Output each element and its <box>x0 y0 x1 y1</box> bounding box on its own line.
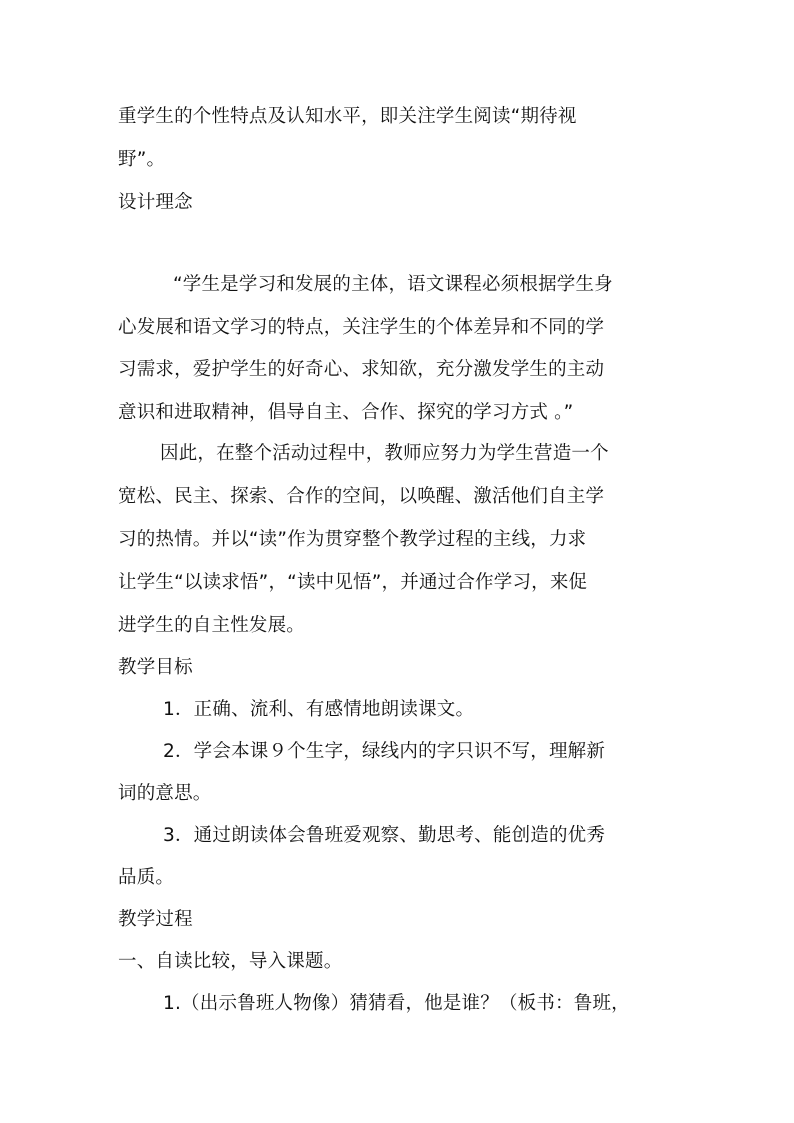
subsection-heading: 一、自读比较，导入课题。 <box>118 951 343 972</box>
list-item: 1．正确、流利、有感情地朗读课文。 <box>163 699 475 720</box>
list-item: 1.（出示鲁班人物像）猜猜看，他是谁？（板书：鲁班， <box>163 993 630 1014</box>
paragraph-line: 心发展和语文学习的特点，关注学生的个体差异和不同的学 <box>118 317 605 338</box>
paragraph-line: 进学生的自主性发展。 <box>118 615 306 636</box>
paragraph-line: 意识和进取精神，倡导自主、合作、探究的学习方式 。” <box>118 402 574 423</box>
section-heading-teaching-goals: 教学目标 <box>118 657 193 678</box>
paragraph-line: 宽松、民主、探索、合作的空间，以唤醒、激活他们自主学 <box>118 486 605 507</box>
paragraph-line: 野”。 <box>118 149 166 170</box>
paragraph-line: 因此，在整个活动过程中，教师应努力为学生营造一个 <box>160 443 609 464</box>
section-heading-design-concept: 设计理念 <box>118 192 193 213</box>
list-item-continuation: 词的意思。 <box>118 783 212 804</box>
list-item: 3．通过朗读体会鲁班爱观察、勤思考、能创造的优秀 <box>163 825 606 846</box>
list-item: 2．学会本课９个生字，绿线内的字只识不写，理解新 <box>163 741 606 762</box>
paragraph-line: 重学生的个性特点及认知水平，即关注学生阅读“期待视 <box>118 106 577 127</box>
paragraph-line: 习需求，爱护学生的好奇心、求知欲，充分激发学生的主动 <box>118 359 605 380</box>
paragraph-line: “学生是学习和发展的主体，语文课程必须根据学生身 <box>173 274 613 295</box>
paragraph-line: 习的热情。并以“读”作为贯穿整个教学过程的主线，力求 <box>118 529 587 550</box>
paragraph-line: 让学生“以读求悟”，“读中见悟”，并通过合作学习，来促 <box>118 572 588 593</box>
section-heading-teaching-process: 教学过程 <box>118 909 193 930</box>
list-item-continuation: 品质。 <box>118 867 175 888</box>
